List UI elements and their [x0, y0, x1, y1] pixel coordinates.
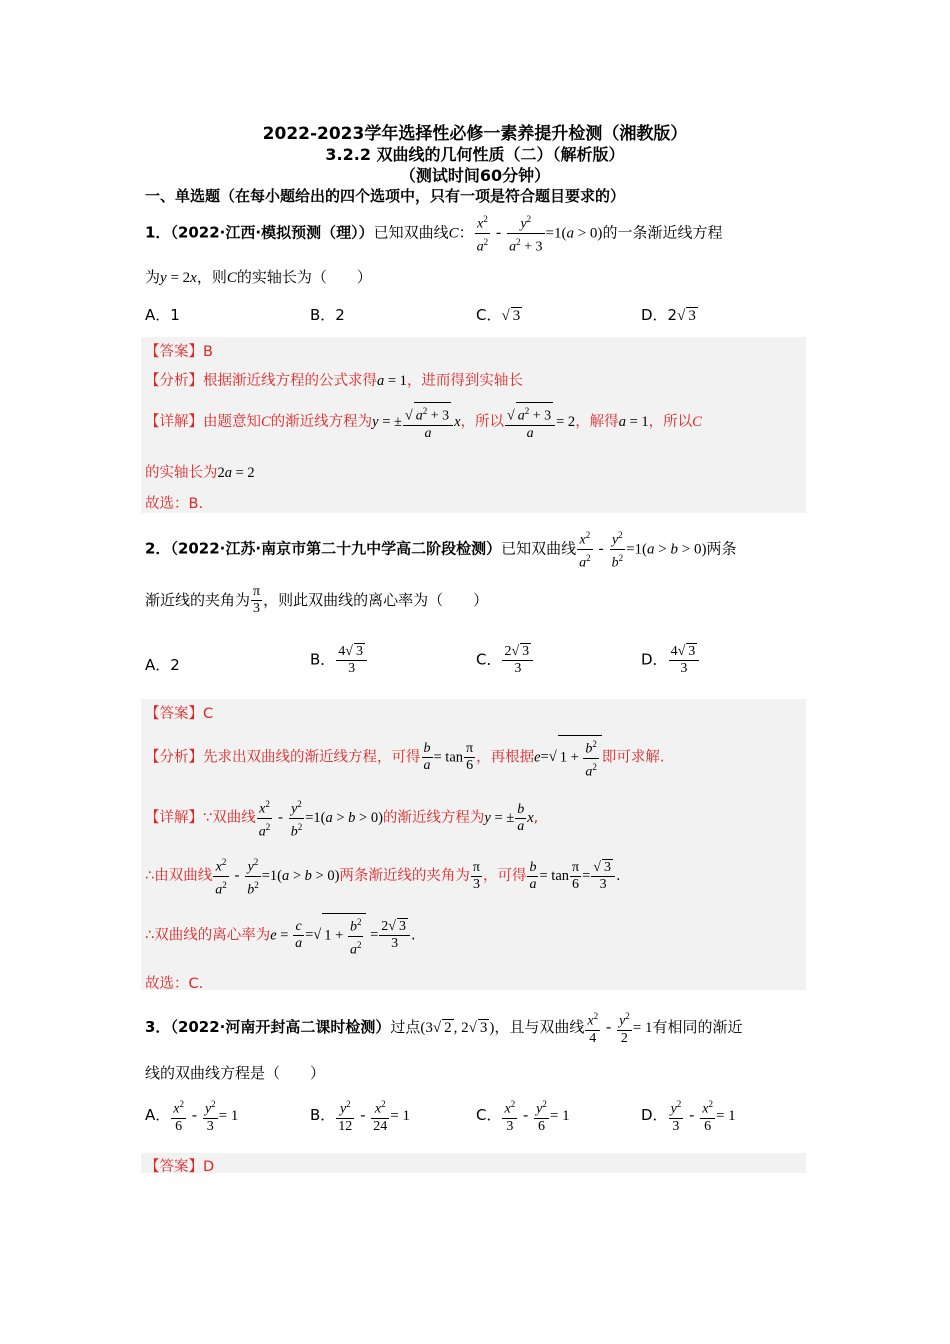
q1-option-d[interactable]: D．2√ 3 [641, 306, 696, 324]
q3-option-a[interactable]: A． $\frac{x^2}{6}$ - $\frac{y^2}{3}$ = 1 [145, 1099, 239, 1134]
q2-detail: 【详解】∵双曲线 $\frac{x^2}{a^2}$ - $\frac{y^2}{b^2}$ =1(a > b > 0)的渐近线方程为y = ± $\frac{b}{a}$ x, [145, 799, 539, 840]
page-title: 2022-2023学年选择性必修一素养提升检测（湘教版） [262, 124, 688, 144]
q2-option-a[interactable]: A．2 [145, 656, 180, 674]
question-number: 2． [145, 539, 171, 558]
q1-conclusion: 故选：B. [145, 496, 204, 512]
question-3-stem-cont: 线的双曲线方程是（ ） [145, 1064, 326, 1082]
q1-option-b[interactable]: B．2 [310, 306, 345, 324]
q3-option-b[interactable]: B． $\frac{y^2}{12}$ - $\frac{x^2}{24}$ = 1 [310, 1099, 410, 1134]
q2-option-c[interactable]: C． $\frac{2√ 3}{3}$ [476, 643, 534, 677]
q1-option-c[interactable]: C．√ 3 [476, 306, 521, 324]
question-number: 3． [145, 1017, 171, 1036]
question-1-stem-cont: 为y = 2x，则C的实轴长为（ ） [145, 268, 372, 286]
question-2-stem: 2．（2022·江苏·南京市第二十九中学高二阶段检测）已知双曲线 $\frac{x^2}{a^2}$ - $\frac{y^2}{b^2}$ =1(a > b > 0)两条 [145, 530, 737, 571]
question-1-stem: 1．（2022·江西·模拟预测（理））已知双曲线C： $\frac{x^2}{a^2}$ - $\frac{y^2}{a^2 + 3}$ =1(a > 0)的一条渐近线方程 [145, 214, 723, 255]
q1-detail-cont: 的实轴长为2a = 2 [145, 465, 255, 481]
q2-answer: 【答案】C [145, 706, 214, 722]
question-source: （2022·河南开封高二课时检测） [170, 1017, 391, 1036]
test-time: （测试时间60分钟） [399, 166, 551, 185]
q1-option-a[interactable]: A．1 [145, 306, 180, 324]
question-number: 1． [145, 223, 171, 242]
q3-option-d[interactable]: D． $\frac{y^2}{3}$ - $\frac{x^2}{6}$ = 1 [641, 1099, 736, 1134]
q2-option-d[interactable]: D． $\frac{4√ 3}{3}$ [641, 643, 700, 677]
question-3-stem: 3．（2022·河南开封高二课时检测）过点(3√ 2 , 2√ 3 )，且与双曲线 $\frac{x^2}{4}$ - $\frac{y^2}{2}$ = 1有相同的渐近 [145, 1011, 743, 1046]
q2-conclusion: 故选：C. [145, 976, 204, 992]
section-heading: 一、单选题（在每小题给出的四个选项中，只有一项是符合题目要求的） [145, 187, 626, 205]
q2-analysis: 【分析】先求出双曲线的渐近线方程，可得 $\frac{b}{a}$ = tan $\frac{\pi}{6}$ ，再根据e=√ 1 + $\frac{b^2}{a^2}$ 即可求解. [145, 735, 664, 780]
question-source: （2022·江苏·南京市第二十九中学高二阶段检测） [170, 539, 502, 558]
q1-answer: 【答案】B [145, 344, 213, 360]
page-subtitle: 3.2.2 双曲线的几何性质（二）（解析版） [325, 145, 625, 164]
q2-detail-line3: ∴双曲线的离心率为e = $\frac{c}{a}$ =√ 1 + $\frac{b^2}{a^2}$ = $\frac{2√ 3}{3}$ . [145, 913, 416, 958]
q2-detail-line2: ∴由双曲线 $\frac{x^2}{a^2}$ - $\frac{y^2}{b^2}$ =1(a > b > 0)两条渐近线的夹角为 $\frac{\pi}{3}$ ，可得 $\frac{b}{a}$ = tan $\frac{\pi}{6}$ = $\frac{√ 3}{3}$ . [145, 857, 621, 898]
question-source: （2022·江西·模拟预测（理）） [170, 223, 374, 242]
q3-option-c[interactable]: C． $\frac{x^2}{3}$ - $\frac{y^2}{6}$ = 1 [476, 1099, 570, 1134]
q1-detail: 【详解】由题意知C的渐近线方程为y = ± $\frac{√ a^2 + 3}{a}$ x，所以 $\frac{√ a^2 + 3}{a}$ = 2，解得a = 1，所以C [145, 402, 702, 442]
q1-analysis: 【分析】根据渐近线方程的公式求得a = 1，进而得到实轴长 [145, 373, 523, 389]
q2-option-b[interactable]: B． $\frac{4√ 3}{3}$ [310, 643, 368, 677]
question-2-stem-cont: 渐近线的夹角为 $\frac{\pi}{3}$ ，则此双曲线的离心率为（ ） [145, 584, 489, 616]
q3-solution-box [141, 1153, 806, 1173]
q3-answer: 【答案】D [145, 1159, 215, 1175]
